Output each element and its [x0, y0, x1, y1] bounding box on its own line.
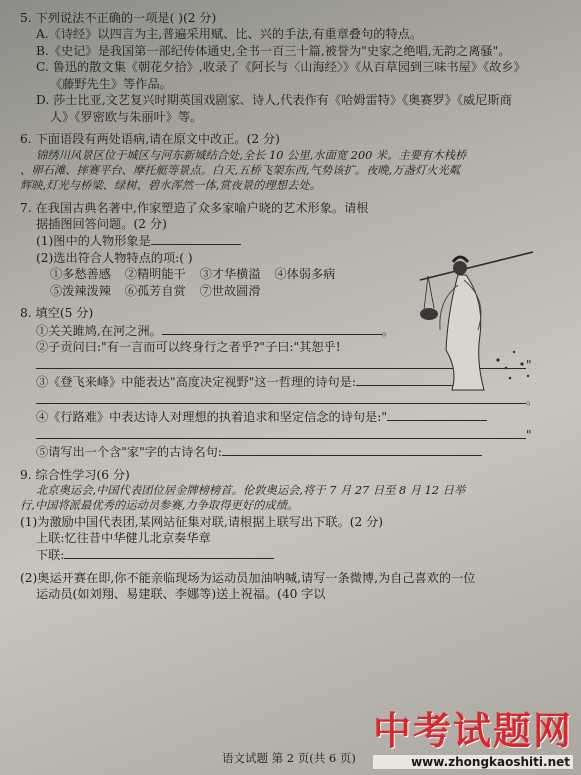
q8-item1-text: ①关关雎鸠,在河之洲。: [36, 323, 162, 338]
q7-sub2: (2)选出符合人物特点的项:( ): [36, 250, 193, 265]
q7-option: ⑦世故圆滑: [199, 283, 261, 298]
answer-blank: [36, 391, 526, 404]
answer-blank: [387, 408, 487, 421]
q7-option: ④体弱多病: [274, 267, 336, 282]
q7-option: ⑤泼辣泼辣: [50, 283, 111, 298]
q5-stem: 5. 下列说法不正确的一项是( )(2 分): [20, 11, 217, 25]
page-footer: 语文试题 第 2 页(共 6 页): [222, 751, 356, 765]
q5-option-c-line1: C. 鲁迅的散文集《朝花夕拾》,收录了《阿长与〈山海经〉》《从百草园到三味书屋》《故乡》: [36, 60, 526, 75]
q9-sub2-line2: 运动员(如刘翔、易建联、李娜等)送上祝福。(40 字以: [36, 587, 326, 602]
q7-option: ⑥孤芳自赏: [124, 283, 186, 298]
q8-item2-answer: ": [20, 356, 567, 373]
q9-passage-line1: 北京奥运会,中国代表团位居金牌榜榜首。伦敦奥运会,将于 7 月 27 日至 8 月 12 日举: [36, 484, 466, 497]
figure-drawing: [418, 240, 538, 392]
q8-item4-answer: ": [20, 426, 567, 443]
answer-blank: [162, 322, 382, 335]
q8-item5: [20, 443, 567, 460]
watermark-url: www.zhongkaoshiti.net: [373, 755, 573, 769]
q7-option: ①多愁善感: [50, 267, 111, 282]
q6-passage-line3: 辉映,灯光与桥梁、绿树、碧水浑然一体,赏夜景的理想去处。: [20, 179, 321, 193]
q6-stem: 6. 下面语段有两处语病,请在原文中改正。(2 分): [20, 132, 280, 147]
q8-item2-text: ②子贡问曰:"有一言而可以终身行之者乎?"子曰:"其恕乎!: [36, 340, 341, 355]
answer-blank: [64, 546, 274, 559]
site-watermark: [373, 700, 573, 769]
q6-passage-line1: 锦绣川风景区位于城区与河东新城结合处,全长 10 公里,水面宽 200 米。主要有木栈桥: [36, 148, 467, 162]
answer-blank: [222, 443, 482, 456]
watermark-title: 中考试题网: [372, 709, 573, 753]
q7-option: ②精明能干: [124, 267, 186, 282]
q9-passage-line2: 行,中国将派最优秀的运动员参赛,力争取得更好的成绩。: [20, 499, 299, 513]
q7-option: ③才华横溢: [199, 267, 261, 282]
q5-option-b: B.《史记》是我国第一部纪传体通史,全书一百三十篇,被誉为"史家之绝唱,无韵之离骚"。: [36, 43, 511, 58]
q8-item3-answer: 。: [20, 391, 567, 408]
q6-passage-line2: 、卵石滩、摔赛平台、摩托艇等景点。白天,五桥飞架东西,气势该扩。夜晚,万盏灯火光粼: [20, 164, 461, 177]
q8-item4-text: ④《行路难》中表达诗人对理想的执着追求和坚定信念的诗句是:": [36, 410, 387, 425]
q9-sub1: (1)为激励中国代表团,某网站征集对联,请根据上联写出下联。(2 分): [20, 514, 384, 529]
q9-stem: 9. 综合性学习(6 分): [20, 467, 130, 482]
q9-sub2-line1: (2)奥运开赛在即,你不能亲临现场为运动员加油呐喊,请写一条微博,为自己喜欢的一位: [20, 570, 476, 585]
q7-stem-line2: 据插图回答问题。(2 分): [36, 216, 167, 231]
classical-figure-illustration: [418, 240, 538, 392]
q8-item1: ①关关雎鸠,在河之洲。 。: [36, 323, 394, 338]
q8-item4: [20, 408, 567, 425]
q5-option-d-line2: 人》《罗密欧与朱丽叶》等。: [50, 109, 203, 124]
q9-upper-couplet: 上联:忆往昔中华健儿北京奏华章: [36, 530, 211, 545]
q5-option-c-line2: 《藤野先生》等作品。: [50, 76, 172, 91]
answer-blank: [151, 232, 241, 245]
q7-stem-line1: 7. 在我国古典名著中,作家塑造了众多家喻户晓的艺术形象。请根: [20, 200, 369, 215]
q8-item5-text: ⑤请写出一个含"家"字的古诗名句:: [36, 445, 222, 460]
q8-item3-text: ③《登飞来峰》中能表达"高度决定视野"这一哲理的诗句是:: [36, 375, 357, 390]
q8-stem: 8. 填空(5 分): [20, 306, 94, 321]
q5-option-a: A.《诗经》以四言为主,普遍采用赋、比、兴的手法,有重章叠句的特点。: [36, 27, 423, 42]
answer-blank: [36, 426, 526, 439]
q9-lower-couplet: [20, 546, 567, 563]
q7-sub1-text: (1)图中的人物形象是: [36, 234, 151, 249]
q5-option-d-line1: D. 莎士比亚,文艺复兴时期英国戏剧家、诗人,代表作有《哈姆雷特》《奥赛罗》《威尼斯商: [36, 93, 512, 108]
q9-lower-label: 下联:: [36, 548, 65, 563]
